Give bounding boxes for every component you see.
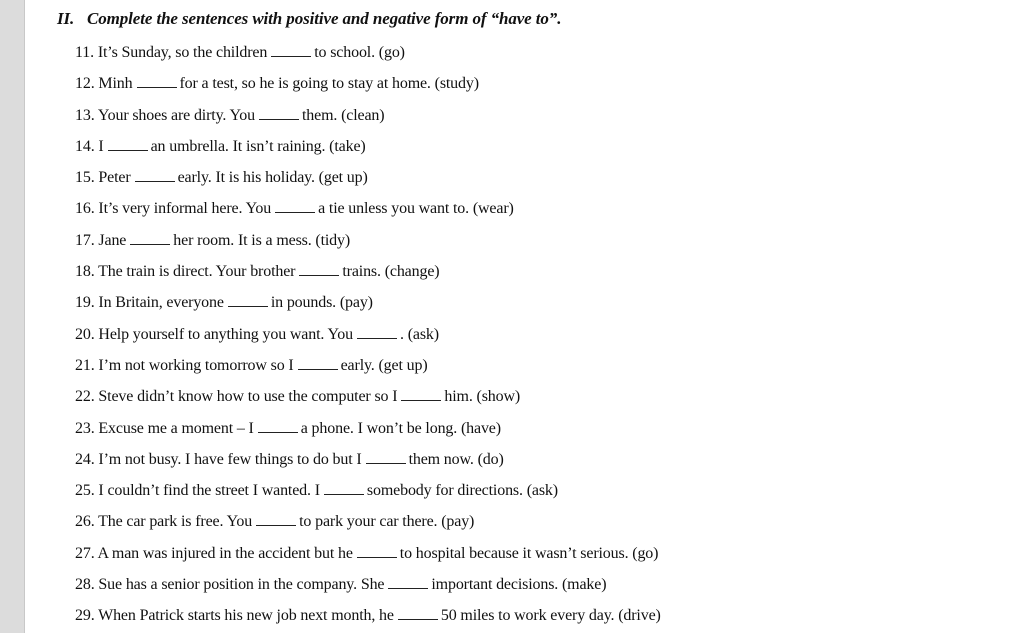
question-text-before: I’m not busy. I have few things to do but I: [98, 450, 362, 468]
question-text-before: Sue has a senior position in the company. She: [98, 576, 385, 594]
question-text-after: to park your car there. (pay): [299, 513, 475, 531]
question-text-after: trains. (change): [342, 263, 440, 281]
answer-blank: [228, 292, 268, 307]
viewer-left-margin: [0, 0, 25, 633]
question-text-before: Your shoes are dirty. You: [97, 106, 255, 124]
answer-blank: [298, 355, 338, 370]
question-text-after: somebody for directions. (ask): [366, 482, 558, 500]
answer-blank: [299, 261, 339, 276]
answer-blank: [135, 167, 175, 182]
question-item: [75, 322, 661, 353]
question-text-before: A man was injured in the accident but he: [97, 544, 353, 562]
question-number: 27.: [75, 544, 95, 562]
question-number: 17.: [75, 231, 95, 249]
answer-blank: [275, 198, 315, 213]
answer-blank: [256, 511, 296, 526]
question-text-before: Steve didn’t know how to use the computer so I: [98, 388, 398, 406]
question-item: [75, 572, 661, 603]
question-text-after: 50 miles to work every day. (drive): [440, 607, 661, 625]
question-text-before: It’s Sunday, so the children: [97, 44, 268, 61]
question-item: [75, 290, 661, 321]
question-item: [75, 196, 661, 227]
question-item: [75, 228, 661, 259]
question-item: [75, 165, 661, 196]
document-page: [25, 0, 1024, 633]
question-number: 14.: [75, 137, 95, 155]
answer-blank: [271, 42, 311, 57]
answer-blank: [398, 605, 438, 620]
question-number: 22.: [75, 388, 95, 406]
question-number: 11.: [75, 44, 94, 61]
question-number: 23.: [75, 419, 95, 437]
question-text-after: a phone. I won’t be long. (have): [300, 419, 501, 437]
answer-blank: [357, 543, 397, 558]
question-text-after: an umbrella. It isn’t raining. (take): [150, 137, 366, 155]
question-text-after: them. (clean): [302, 106, 385, 124]
question-item: [75, 71, 661, 102]
section-number: II.: [57, 9, 75, 28]
question-number: 21.: [75, 356, 95, 374]
section-heading: [57, 9, 561, 29]
section-title: Complete the sentences with positive and negative form of “have to”.: [87, 9, 562, 28]
question-number: 18.: [75, 263, 95, 281]
answer-blank: [324, 480, 364, 495]
question-text-after: to school. (go): [314, 44, 405, 61]
question-number: 13.: [75, 106, 95, 124]
question-text-before: I couldn’t find the street I wanted. I: [98, 482, 320, 500]
question-text-before: I: [98, 137, 104, 155]
answer-blank: [388, 574, 428, 589]
question-number: 29.: [75, 607, 95, 625]
question-item: [75, 478, 661, 509]
question-item: [75, 259, 661, 290]
question-item: [75, 40, 661, 71]
question-item: [75, 509, 661, 540]
question-number: 25.: [75, 482, 95, 500]
question-number: 24.: [75, 450, 95, 468]
question-text-after: early. (get up): [340, 356, 428, 374]
question-text-after: to hospital because it wasn’t serious. (go): [399, 544, 659, 562]
question-text-before: Help yourself to anything you want. You: [98, 325, 354, 343]
question-text-after: for a test, so he is going to stay at home. (study): [179, 75, 479, 93]
question-text-after: early. It is his holiday. (get up): [177, 169, 368, 187]
question-number: 12.: [75, 75, 95, 93]
answer-blank: [259, 105, 299, 120]
question-text-before: It’s very informal here. You: [98, 200, 272, 218]
question-text-before: Jane: [98, 231, 127, 249]
question-text-before: Minh: [98, 75, 133, 93]
question-text-before: The car park is free. You: [98, 513, 253, 531]
question-text-before: Peter: [98, 169, 131, 187]
question-number: 15.: [75, 169, 95, 187]
question-item: [75, 416, 661, 447]
question-text-before: Excuse me a moment – I: [98, 419, 254, 437]
question-text-after: a tie unless you want to. (wear): [318, 200, 514, 218]
question-text-after: them now. (do): [408, 450, 504, 468]
question-item: [75, 353, 661, 384]
question-text-before: In Britain, everyone: [98, 294, 224, 312]
answer-blank: [401, 386, 441, 401]
answer-blank: [137, 73, 177, 88]
question-item: [75, 603, 661, 633]
question-item: [75, 103, 661, 134]
question-text-before: When Patrick starts his new job next month, he: [98, 607, 394, 625]
question-number: 26.: [75, 513, 95, 531]
question-item: [75, 384, 661, 415]
question-item: [75, 134, 661, 165]
question-text-after: her room. It is a mess. (tidy): [173, 231, 351, 249]
answer-blank: [258, 418, 298, 433]
answer-blank: [130, 230, 170, 245]
question-text-before: I’m not working tomorrow so I: [98, 356, 294, 374]
answer-blank: [108, 136, 148, 151]
question-text-after: in pounds. (pay): [270, 294, 373, 312]
exercise-list: [75, 40, 661, 633]
question-text-after: . (ask): [400, 325, 439, 343]
question-text-after: him. (show): [444, 388, 521, 406]
answer-blank: [366, 449, 406, 464]
answer-blank: [357, 324, 397, 339]
question-text-before: The train is direct. Your brother: [98, 263, 296, 281]
question-number: 20.: [75, 325, 95, 343]
question-item: [75, 541, 661, 572]
question-number: 16.: [75, 200, 95, 218]
question-item: [75, 447, 661, 478]
question-text-after: important decisions. (make): [431, 576, 607, 594]
question-number: 19.: [75, 294, 95, 312]
question-number: 28.: [75, 576, 95, 594]
